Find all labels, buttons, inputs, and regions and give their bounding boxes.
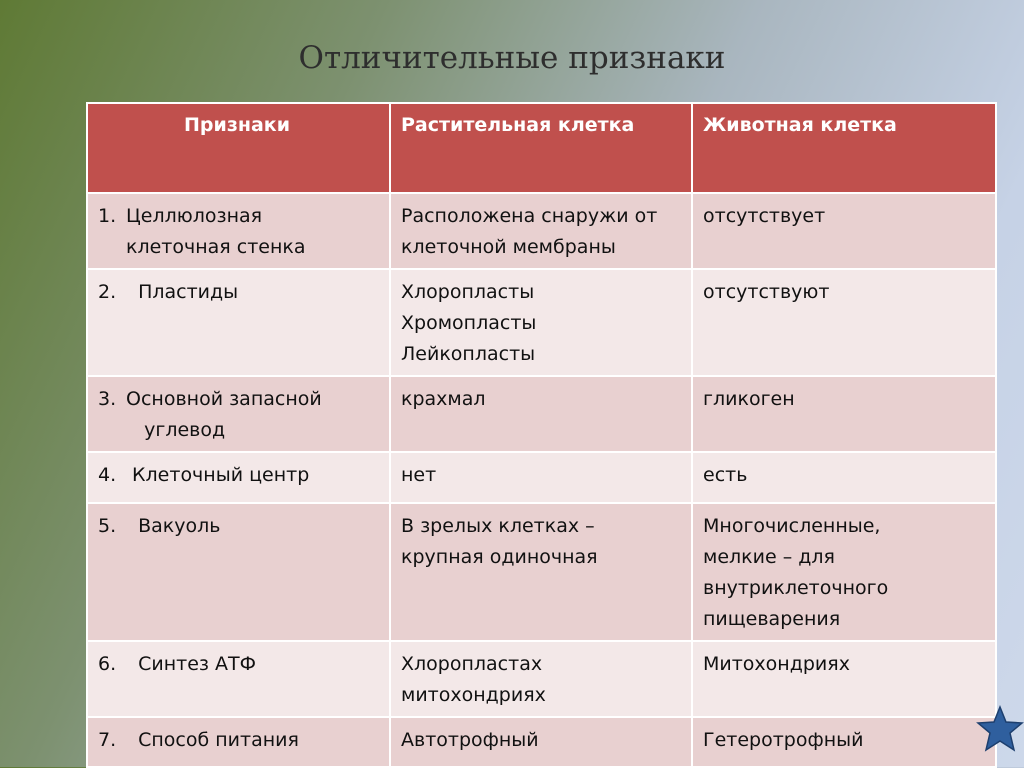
table-row <box>87 641 996 717</box>
feature-text: Способ питания <box>126 729 299 751</box>
animal-cell-value: есть <box>692 452 996 503</box>
plant-cell-value: Хлоропластах митохондриях <box>390 641 692 717</box>
table-row <box>87 376 996 452</box>
header-plant-cell: Растительная клетка <box>390 103 692 193</box>
table-row <box>87 717 996 767</box>
plant-cell-value: крахмал <box>390 376 692 452</box>
plant-cell-value: Хлоропласты Хромопласты Лейкопласты <box>390 269 692 376</box>
star-icon[interactable] <box>976 705 1024 753</box>
feature-cell <box>87 641 390 717</box>
feature-text: Синтез АТФ <box>126 653 256 675</box>
header-features: Признаки <box>87 103 390 193</box>
feature-cell <box>87 717 390 767</box>
feature-cell <box>87 193 390 269</box>
row-number: 1. <box>98 205 117 227</box>
feature-cell <box>87 452 390 503</box>
feature-text: Клеточный центр <box>126 464 310 486</box>
feature-text: Целлюлозная клеточная стенка <box>126 205 306 258</box>
feature-cell <box>87 269 390 376</box>
comparison-table <box>86 102 997 768</box>
feature-text: Основной запасной углевод <box>126 388 322 441</box>
animal-cell-value: Многочисленные, мелкие – для внутриклеточного пищеварения <box>692 503 996 641</box>
animal-cell-value: отсутствует <box>692 193 996 269</box>
feature-text: Вакуоль <box>126 515 221 537</box>
row-number: 2. <box>98 281 117 303</box>
header-animal-cell: Животная клетка <box>692 103 996 193</box>
row-number: 6. <box>98 653 117 675</box>
plant-cell-value: Автотрофный <box>390 717 692 767</box>
slide-title: Отличительные признаки <box>298 40 726 76</box>
row-number: 3. <box>98 388 117 410</box>
table-header-row <box>87 103 996 193</box>
feature-cell <box>87 503 390 641</box>
table-row <box>87 193 996 269</box>
feature-text: Пластиды <box>126 281 239 303</box>
animal-cell-value: гликоген <box>692 376 996 452</box>
feature-cell <box>87 376 390 452</box>
table-row <box>87 503 996 641</box>
table-row <box>87 452 996 503</box>
row-number: 5. <box>98 515 117 537</box>
row-number: 4. <box>98 464 117 486</box>
plant-cell-value: Расположена снаружи от клеточной мембраны <box>390 193 692 269</box>
plant-cell-value: В зрелых клетках – крупная одиночная <box>390 503 692 641</box>
table-row <box>87 269 996 376</box>
animal-cell-value: Гетеротрофный <box>692 717 996 767</box>
row-number: 7. <box>98 729 117 751</box>
plant-cell-value: нет <box>390 452 692 503</box>
animal-cell-value: отсутствуют <box>692 269 996 376</box>
animal-cell-value: Митохондриях <box>692 641 996 717</box>
